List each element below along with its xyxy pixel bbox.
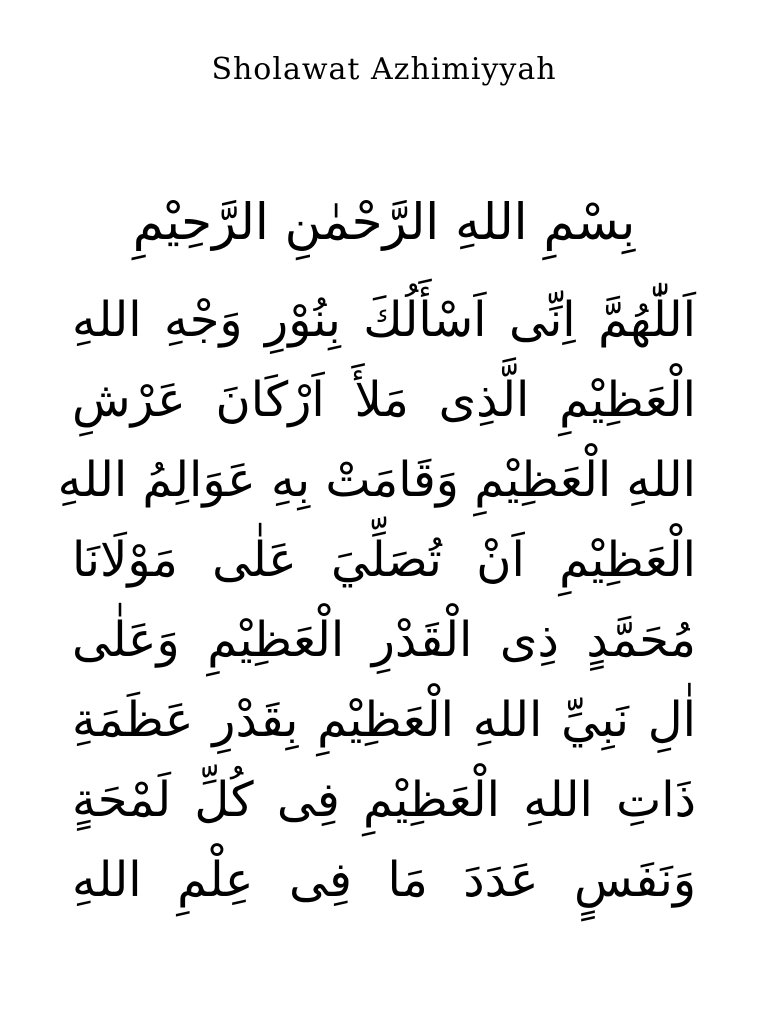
basmala-line: بِسْمِ اللهِ الرَّحْمٰنِ الرَّحِيْمِ [132, 193, 636, 251]
prayer-text-block [57, 280, 696, 920]
prayer-line: الْعَظِيْمِ الَّذِى مَلأَ اَرْكَانَ عَرْشِ [72, 372, 696, 428]
page-title: Sholawat Azhimiyyah [211, 52, 557, 87]
prayer-line: اَللّٰهُمَّ اِنِّى اَسْأَلُكَ بِنُوْرِ وَجْهِ اللهِ [72, 292, 696, 348]
prayer-line: اٰلِ نَبِيِّ اللهِ الْعَظِيْمِ بِقَدْرِ عَظَمَةِ [72, 692, 696, 748]
prayer-line: مُحَمَّدٍ ذِى الْقَدْرِ الْعَظِيْمِ وَعَلٰى [72, 612, 696, 668]
prayer-line: ذَاتِ اللهِ الْعَظِيْمِ فِى كُلِّ لَمْحَةٍ [72, 772, 696, 828]
prayer-line: اللهِ الْعَظِيْمِ وَقَامَتْ بِهِ عَوَالِمُ اللهِ [57, 452, 696, 508]
prayer-line: الْعَظِيْمِ اَنْ تُصَلِّيَ عَلٰى مَوْلَانَا [72, 532, 696, 588]
prayer-line: وَنَفَسٍ عَدَدَ مَا فِى عِلْمِ اللهِ [72, 852, 696, 908]
